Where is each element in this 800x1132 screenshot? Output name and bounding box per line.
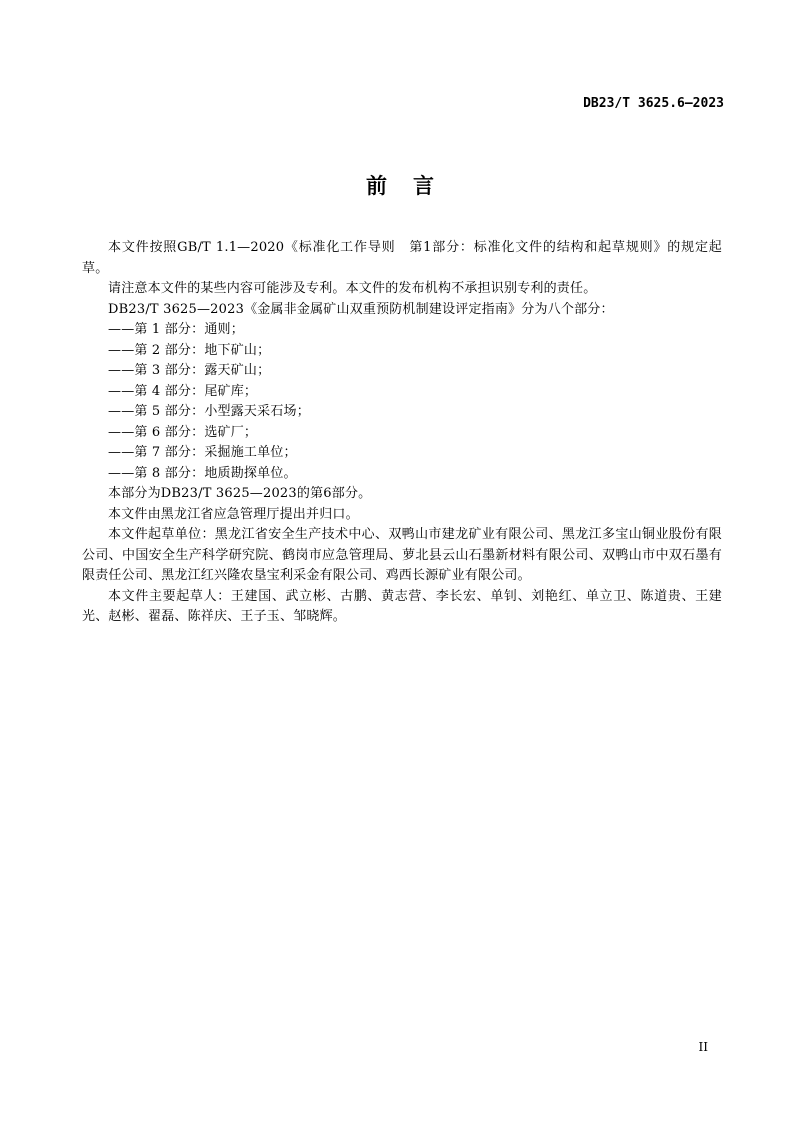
page-number: II (698, 1040, 708, 1054)
list-item: ——第 3 部分：露天矿山； (108, 363, 271, 378)
paragraph: 本文件按照GB/T 1.1—2020《标准化工作导则 第1部分：标准化文件的结构和起草规则》的规定起草。 (82, 240, 722, 276)
list-item: ——第 1 部分：通则； (108, 322, 244, 337)
list-item: ——第 4 部分：尾矿库； (108, 383, 258, 399)
paragraph: 请注意本文件的某些内容可能涉及专利。本文件的发布机构不承担识别专利的责任。 (108, 281, 597, 296)
list-item: ——第 5 部分：小型露天采石场； (108, 404, 310, 419)
paragraph: 本文件由黑龙江省应急管理厅提出并归口。 (108, 506, 359, 522)
list-item: ——第 7 部分：采掘施工单位； (108, 445, 297, 460)
document-body (82, 238, 722, 628)
list-item: ——第 6 部分：选矿厂； (108, 424, 258, 440)
paragraph: DB23/T 3625—2023《金属非金属矿山双重预防机制建设评定指南》分为八个部分： (108, 301, 614, 317)
page-title: 前言 (366, 174, 460, 198)
drafters-paragraph: 本文件主要起草人：王建国、武立彬、古鹏、黄志营、李长宏、单钊、刘艳红、单立卫、陈道贵、王建光、赵彬、翟磊、陈祥庆、王子玉、邹晓辉。 (82, 588, 722, 624)
paragraph: 本部分为DB23/T 3625—2023的第6部分。 (108, 486, 372, 501)
list-item: ——第 2 部分：地下矿山； (108, 342, 271, 358)
drafting-units-paragraph: 本文件起草单位：黑龙江省安全生产技术中心、双鸭山市建龙矿业有限公司、黑龙江多宝山铜业股份有限公司、中国安全生产科学研究院、鹤岗市应急管理局、萝北县云山石墨新材料有限公司、双鸭山市中双石墨有限责任公司、黑龙江红兴隆农垦宝利采金有限公司、鸡西长源矿业有限公司。 (82, 527, 722, 583)
document-id: DB23/T 3625.6—2023 (583, 96, 724, 111)
list-item: ——第 8 部分：地质勘探单位。 (108, 465, 297, 481)
